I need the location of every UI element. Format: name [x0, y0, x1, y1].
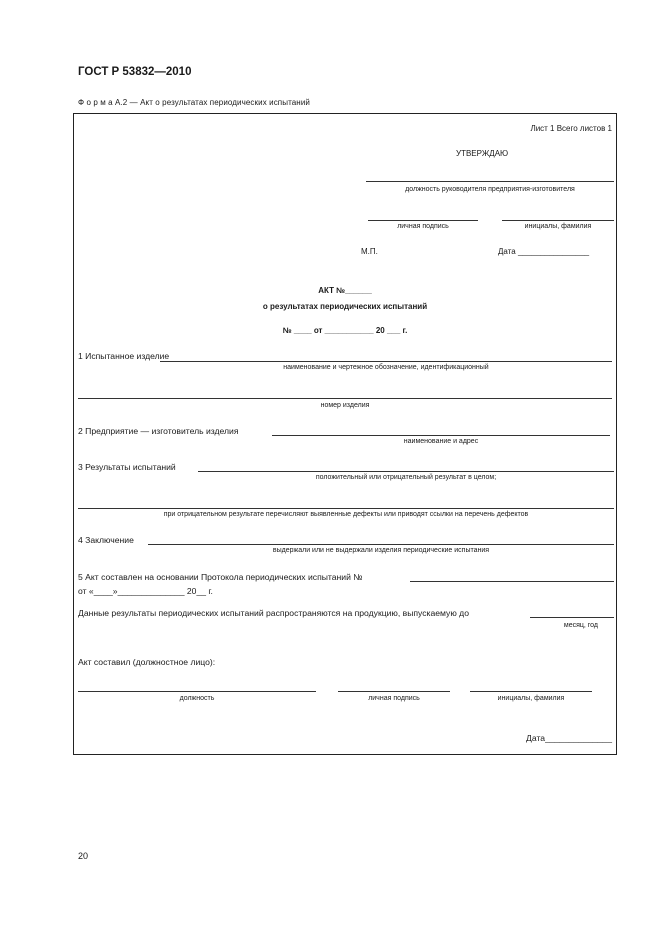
tested-line: [160, 361, 612, 362]
validity-hint: месяц, год: [563, 622, 598, 629]
compiled-date: Дата______________: [526, 733, 612, 743]
signature-line: [338, 691, 450, 692]
item-enterprise-label: 2 Предприятие — изготовитель изделия: [78, 426, 239, 436]
enterprise-line: [272, 435, 610, 436]
initials-hint: инициалы, фамилия: [497, 695, 565, 702]
compiled-by-label: Акт составил (должностное лицо):: [78, 657, 216, 667]
position-hint: должность: [179, 695, 215, 702]
results-line: [198, 471, 614, 472]
signature-hint: личная подпись: [368, 695, 420, 702]
sheet-info: Лист 1 Всего листов 1: [530, 124, 612, 133]
page-number: 20: [78, 851, 89, 861]
basis-date: от «____»______________ 20__ г.: [78, 586, 213, 596]
form-frame: [73, 113, 617, 755]
act-subtitle: о результатах периодических испытаний: [262, 302, 428, 311]
defects-line: [78, 508, 614, 509]
approver-position-hint: должность руководителя предприятия-изготовителя: [405, 186, 575, 193]
standard-title: ГОСТ Р 53832—2010: [78, 66, 192, 78]
initials-line: [470, 691, 592, 692]
approve-title: УТВЕРЖДАЮ: [456, 149, 509, 158]
item-tested-label: 1 Испытанное изделие: [78, 351, 170, 361]
act-number-line: № ____ от ___________ 20 ___ г.: [282, 326, 408, 335]
item-basis-text: 5 Акт составлен на основании Протокола периодических испытаний №: [78, 572, 363, 582]
item-conclusion-label: 4 Заключение: [78, 535, 134, 545]
conclusion-hint: выдержали или не выдержали изделия периодические испытания: [272, 547, 490, 554]
validity-text: Данные результаты периодических испытаний распространяются на продукцию, выпускаемую до: [78, 608, 469, 618]
act-title: АКТ №______: [318, 286, 372, 295]
approver-position-line: [366, 181, 614, 182]
validity-line: [530, 617, 614, 618]
protocol-number-line: [410, 581, 614, 582]
approve-date: Дата ________________: [498, 247, 590, 256]
approver-signature-line: [368, 220, 478, 221]
conclusion-line: [148, 544, 614, 545]
position-line: [78, 691, 316, 692]
defects-hint: при отрицательном результате перечисляют выявленные дефекты или приводят ссылки на перечень дефектов: [163, 511, 529, 518]
results-hint: положительный или отрицательный результат в целом;: [315, 474, 497, 481]
form-caption: Ф о р м а А.2 — Акт о результатах периодических испытаний: [78, 98, 310, 107]
serial-hint: номер изделия: [320, 402, 370, 409]
serial-line: [78, 398, 612, 399]
enterprise-hint: наименование и адрес: [403, 438, 479, 445]
approver-initials-line: [502, 220, 614, 221]
item-results-label: 3 Результаты испытаний: [78, 462, 176, 472]
stamp-label: М.П.: [361, 247, 378, 256]
approver-initials-hint: инициалы, фамилия: [524, 223, 592, 230]
approver-signature-hint: личная подпись: [397, 223, 449, 230]
tested-hint: наименование и чертежное обозначение, идентификационный: [283, 364, 489, 371]
